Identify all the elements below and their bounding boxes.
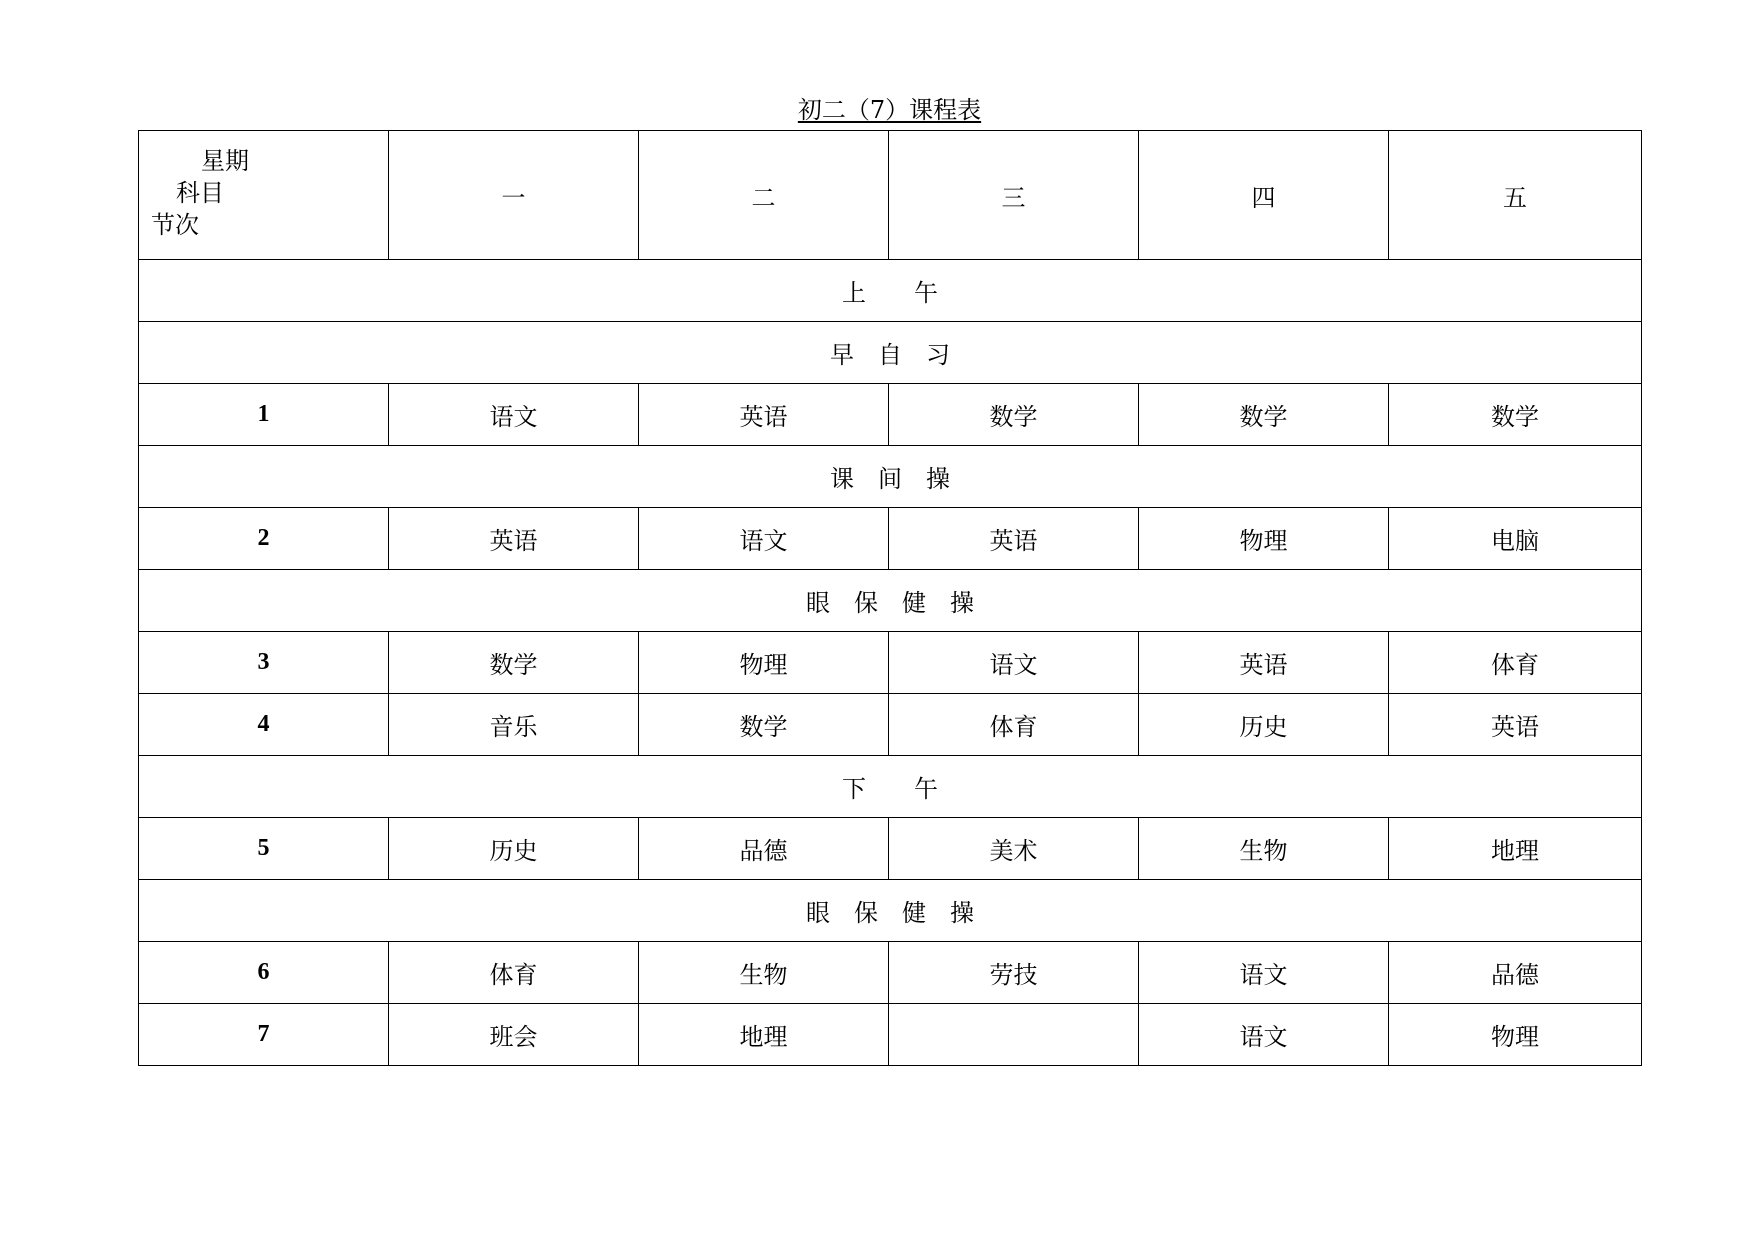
corner-label-weekday: 星期 bbox=[201, 147, 249, 175]
section-label: 课 间 操 bbox=[139, 446, 1642, 508]
timetable-body bbox=[139, 131, 1642, 1066]
subject-cell: 数学 bbox=[389, 632, 639, 694]
section-label: 眼 保 健 操 bbox=[139, 880, 1642, 942]
subject-cell: 生物 bbox=[639, 942, 889, 1004]
subject-cell: 音乐 bbox=[389, 694, 639, 756]
subject-cell: 数学 bbox=[639, 694, 889, 756]
page-title-text: 初二（7）课程表 bbox=[797, 96, 982, 124]
subject-cell: 英语 bbox=[639, 384, 889, 446]
section-row bbox=[139, 446, 1642, 508]
timetable bbox=[138, 130, 1642, 1066]
section-row bbox=[139, 570, 1642, 632]
subject-cell: 电脑 bbox=[1389, 508, 1642, 570]
day-header-thu: 四 bbox=[1139, 131, 1389, 260]
section-row bbox=[139, 322, 1642, 384]
subject-cell: 地理 bbox=[639, 1004, 889, 1066]
period-row bbox=[139, 384, 1642, 446]
period-row bbox=[139, 694, 1642, 756]
section-label: 上 午 bbox=[139, 260, 1642, 322]
subject-cell: 体育 bbox=[389, 942, 639, 1004]
corner-label-subject: 科目 bbox=[176, 179, 224, 207]
subject-cell: 英语 bbox=[1389, 694, 1642, 756]
header-row bbox=[139, 131, 1642, 260]
subject-cell: 英语 bbox=[1139, 632, 1389, 694]
period-row bbox=[139, 508, 1642, 570]
subject-cell: 历史 bbox=[389, 818, 639, 880]
section-row bbox=[139, 756, 1642, 818]
section-row bbox=[139, 260, 1642, 322]
subject-cell: 语文 bbox=[889, 632, 1139, 694]
period-number: 2 bbox=[139, 508, 389, 570]
subject-cell: 数学 bbox=[1389, 384, 1642, 446]
period-number: 3 bbox=[139, 632, 389, 694]
subject-cell: 美术 bbox=[889, 818, 1139, 880]
subject-cell: 英语 bbox=[889, 508, 1139, 570]
subject-cell: 体育 bbox=[889, 694, 1139, 756]
subject-cell: 班会 bbox=[389, 1004, 639, 1066]
corner-header-cell bbox=[139, 131, 389, 260]
period-number: 6 bbox=[139, 942, 389, 1004]
subject-cell: 品德 bbox=[639, 818, 889, 880]
subject-cell: 品德 bbox=[1389, 942, 1642, 1004]
subject-cell: 语文 bbox=[639, 508, 889, 570]
day-header-fri: 五 bbox=[1389, 131, 1642, 260]
subject-cell: 数学 bbox=[1139, 384, 1389, 446]
subject-cell: 物理 bbox=[1389, 1004, 1642, 1066]
section-label: 早 自 习 bbox=[139, 322, 1642, 384]
day-header-mon: 一 bbox=[389, 131, 639, 260]
corner-label-period: 节次 bbox=[151, 211, 199, 239]
subject-cell: 劳技 bbox=[889, 942, 1139, 1004]
subject-cell: 英语 bbox=[389, 508, 639, 570]
period-number: 5 bbox=[139, 818, 389, 880]
period-number: 4 bbox=[139, 694, 389, 756]
subject-cell: 物理 bbox=[639, 632, 889, 694]
period-row bbox=[139, 818, 1642, 880]
section-label: 下 午 bbox=[139, 756, 1642, 818]
period-number: 7 bbox=[139, 1004, 389, 1066]
subject-cell: 语文 bbox=[1139, 1004, 1389, 1066]
day-header-wed: 三 bbox=[889, 131, 1139, 260]
period-row bbox=[139, 1004, 1642, 1066]
subject-cell bbox=[889, 1004, 1139, 1066]
subject-cell: 生物 bbox=[1139, 818, 1389, 880]
subject-cell: 语文 bbox=[389, 384, 639, 446]
period-row bbox=[139, 632, 1642, 694]
subject-cell: 历史 bbox=[1139, 694, 1389, 756]
day-header-tue: 二 bbox=[639, 131, 889, 260]
section-row bbox=[139, 880, 1642, 942]
subject-cell: 体育 bbox=[1389, 632, 1642, 694]
subject-cell: 语文 bbox=[1139, 942, 1389, 1004]
subject-cell: 地理 bbox=[1389, 818, 1642, 880]
subject-cell: 物理 bbox=[1139, 508, 1389, 570]
subject-cell: 数学 bbox=[889, 384, 1139, 446]
period-number: 1 bbox=[139, 384, 389, 446]
period-row bbox=[139, 942, 1642, 1004]
section-label: 眼 保 健 操 bbox=[139, 570, 1642, 632]
page-title bbox=[138, 94, 1641, 126]
